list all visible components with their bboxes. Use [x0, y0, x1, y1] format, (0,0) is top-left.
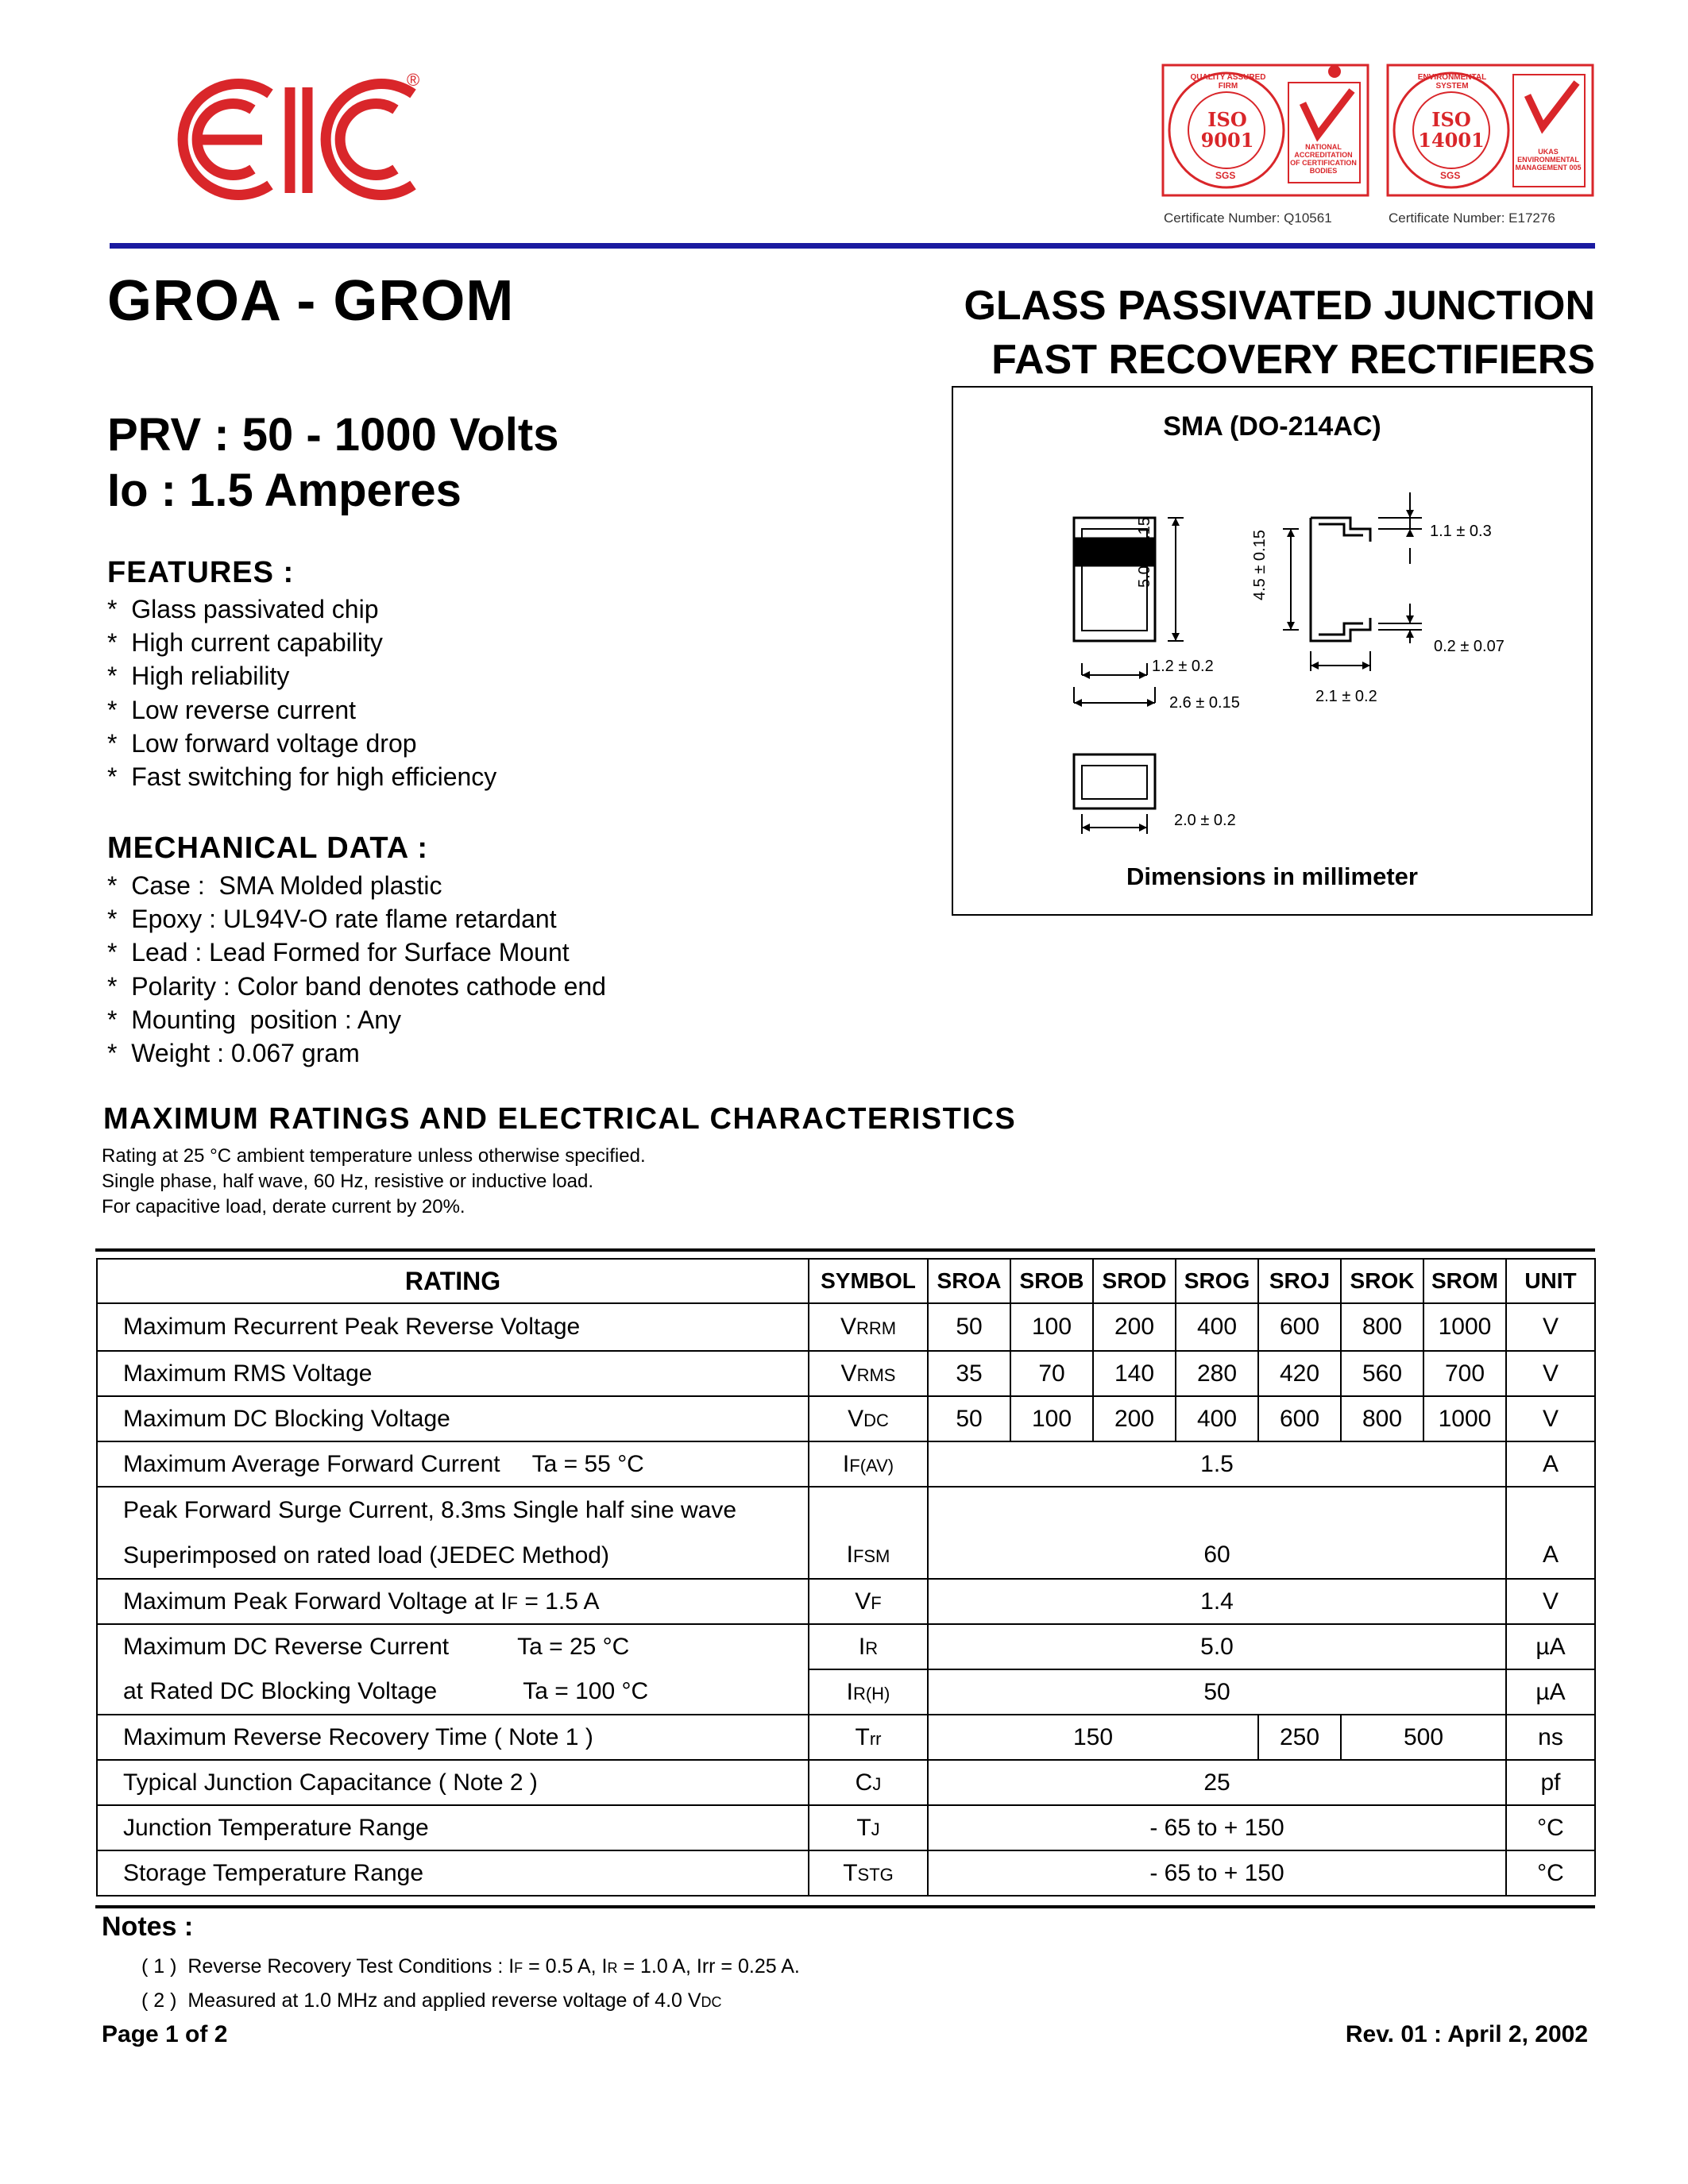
feature-item: * Glass passivated chip [107, 595, 379, 623]
header-unit: UNIT [1506, 1259, 1595, 1303]
cert-number-e17276: Certificate Number: E17276 [1389, 210, 1555, 226]
prv-rating: PRV : 50 - 1000 Volts [107, 409, 559, 461]
mechanical-list [107, 869, 606, 1070]
table-row [97, 1624, 1595, 1669]
mechanical-item: * Weight : 0.067 gram [107, 1039, 360, 1068]
value-cell: 50 [928, 1669, 1506, 1715]
mechanical-heading: MECHANICAL DATA : [107, 832, 428, 865]
table-bottom-rule [95, 1905, 1595, 1908]
header-part: SROJ [1258, 1259, 1341, 1303]
value-cell: 50 [928, 1303, 1010, 1351]
condition-line: Single phase, half wave, 60 Hz, resistive or inductive load. [102, 1171, 593, 1192]
package-title: SMA (DO-214AC) [1163, 411, 1381, 442]
unit-cell: V [1506, 1303, 1595, 1351]
unit-cell: V [1506, 1396, 1595, 1441]
row-label: Maximum Recurrent Peak Reverse Voltage [97, 1303, 809, 1351]
registered-mark: ® [407, 70, 420, 90]
header-part: SROG [1176, 1259, 1258, 1303]
dim-width: 2.6 ± 0.15 [1169, 694, 1240, 712]
value-cell: 1000 [1423, 1303, 1506, 1351]
unit-cell: µA [1506, 1669, 1595, 1715]
row-label: Maximum Reverse Recovery Time ( Note 1 ) [97, 1715, 809, 1760]
dim-side-width: 2.1 ± 0.2 [1315, 688, 1377, 705]
iso14001-label: ISO 14001 [1418, 108, 1485, 152]
value-cell: 420 [1258, 1351, 1341, 1396]
notes-heading: Notes : [102, 1912, 194, 1942]
dim-lead-thickness: 0.2 ± 0.07 [1434, 638, 1505, 655]
table-row [97, 1487, 1595, 1579]
row-symbol: VF [809, 1579, 928, 1624]
iso9001-ring-text: QUALITY ASSURED FIRM [1190, 73, 1266, 91]
value-cell: 700 [1423, 1351, 1506, 1396]
value-cell: 500 [1341, 1715, 1506, 1760]
table-row [97, 1396, 1595, 1441]
iso14001-ring-text: ENVIRONMENTAL SYSTEM [1417, 73, 1487, 91]
row-symbol: CJ [809, 1760, 928, 1805]
table-row [97, 1715, 1595, 1760]
features-heading: FEATURES : [107, 556, 295, 589]
mechanical-item: * Case : SMA Molded plastic [107, 871, 442, 900]
value-cell: 1.5 [928, 1441, 1506, 1487]
table-row [97, 1303, 1595, 1351]
row-label: Maximum DC Blocking Voltage [97, 1396, 809, 1441]
io-rating: Io : 1.5 Amperes [107, 465, 462, 516]
dimensions-note: Dimensions in millimeter [1126, 862, 1418, 890]
header-symbol: SYMBOL [809, 1259, 928, 1303]
iso9001-badge: SGS [1215, 170, 1236, 181]
ukas-mark-text: UKAS ENVIRONMENTAL MANAGEMENT 005 [1515, 148, 1582, 172]
value-cell: 150 [928, 1715, 1258, 1760]
unit-cell: A [1506, 1441, 1595, 1487]
header-part: SROK [1341, 1259, 1423, 1303]
row-label: at Rated DC Blocking Voltage Ta = 100 °C [97, 1669, 809, 1715]
dim-end-width: 2.0 ± 0.2 [1174, 812, 1236, 829]
note-1: ( 1 ) Reverse Recovery Test Conditions : IF = 0.5 A, IR = 1.0 A, Irr = 0.25 A. [141, 1955, 800, 1978]
header-rating: RATING [97, 1259, 809, 1303]
row-symbol: VDC [809, 1396, 928, 1441]
row-symbol: TJ [809, 1805, 928, 1850]
value-cell: 250 [1258, 1715, 1341, 1760]
condition-line: For capacitive load, derate current by 20%. [102, 1196, 465, 1217]
value-cell: 800 [1341, 1303, 1423, 1351]
header-part: SROM [1423, 1259, 1506, 1303]
value-cell: 200 [1093, 1303, 1176, 1351]
value-cell: 100 [1010, 1303, 1093, 1351]
feature-item: * High current capability [107, 628, 383, 658]
header-part: SROA [928, 1259, 1010, 1303]
unit-cell: °C [1506, 1850, 1595, 1896]
row-symbol: IF(AV) [809, 1441, 928, 1487]
iso9001-label: ISO 9001 [1200, 108, 1254, 152]
unit-cell: V [1506, 1579, 1595, 1624]
value-cell: 50 [928, 1396, 1010, 1441]
table-row [97, 1805, 1595, 1850]
table-top-rule [95, 1248, 1595, 1252]
iso14001-badge: SGS [1440, 170, 1461, 181]
dim-length-side: 4.5 ± 0.15 [1251, 530, 1269, 600]
unit-cell: ns [1506, 1715, 1595, 1760]
table-row [97, 1579, 1595, 1624]
page-number: Page 1 of 2 [102, 2021, 228, 2047]
row-symbol: VRMS [809, 1351, 928, 1396]
value-cell: 400 [1176, 1396, 1258, 1441]
dim-band: 1.2 ± 0.2 [1152, 658, 1214, 675]
value-cell: 1.4 [928, 1579, 1506, 1624]
part-range-title: GROA - GROM [107, 269, 515, 333]
value-cell: 400 [1176, 1303, 1258, 1351]
subtitle-line1: GLASS PASSIVATED JUNCTION [964, 283, 1595, 329]
value-cell: - 65 to + 150 [928, 1850, 1506, 1896]
header-part: SROB [1010, 1259, 1093, 1303]
row-symbol: IR [809, 1624, 928, 1669]
ratings-table [96, 1258, 1596, 1897]
table-row [97, 1669, 1595, 1715]
value-cell: 70 [1010, 1351, 1093, 1396]
table-row [97, 1760, 1595, 1805]
row-label: Maximum Average Forward Current Ta = 55 °C [97, 1441, 809, 1487]
row-symbol: IR(H) [809, 1669, 928, 1715]
revision-date: Rev. 01 : April 2, 2002 [1345, 2021, 1588, 2047]
subtitle-line2: FAST RECOVERY RECTIFIERS [991, 337, 1595, 383]
value-cell: 1000 [1423, 1396, 1506, 1441]
mechanical-item: * Epoxy : UL94V-O rate flame retardant [107, 905, 557, 934]
value-cell: 100 [1010, 1396, 1093, 1441]
value-cell: 600 [1258, 1396, 1341, 1441]
mechanical-item: * Mounting position : Any [107, 1005, 401, 1034]
table-row [97, 1351, 1595, 1396]
row-label: Maximum Peak Forward Voltage at IF = 1.5 A [97, 1579, 809, 1624]
unit-cell: A [1506, 1487, 1595, 1579]
feature-item: * Low reverse current [107, 695, 357, 724]
unit-cell: V [1506, 1351, 1595, 1396]
cert-number-q10561: Certificate Number: Q10561 [1164, 210, 1332, 226]
table-row [97, 1441, 1595, 1487]
feature-item: * High reliability [107, 662, 290, 691]
row-label: Junction Temperature Range [97, 1805, 809, 1850]
feature-item: * Low forward voltage drop [107, 728, 417, 758]
row-label: Storage Temperature Range [97, 1850, 809, 1896]
value-cell: 35 [928, 1351, 1010, 1396]
dim-length-body: 5.0 ± 0.15 [1136, 517, 1153, 588]
row-label: Maximum DC Reverse Current Ta = 25 °C [97, 1624, 809, 1669]
mechanical-item: * Polarity : Color band denotes cathode end [107, 971, 606, 1001]
row-label: Maximum RMS Voltage [97, 1351, 809, 1396]
row-symbol: TSTG [809, 1850, 928, 1896]
header-part: SROD [1093, 1259, 1176, 1303]
eic-logo [151, 70, 421, 209]
unit-cell: pf [1506, 1760, 1595, 1805]
value-cell: 25 [928, 1760, 1506, 1805]
header-rule [110, 243, 1595, 249]
mechanical-item: * Lead : Lead Formed for Surface Mount [107, 938, 570, 967]
value-cell: 5.0 [928, 1624, 1506, 1669]
table-header-row [97, 1259, 1595, 1303]
note-2: ( 2 ) Measured at 1.0 MHz and applied reverse voltage of 4.0 VDC [141, 1989, 722, 2012]
unit-cell: °C [1506, 1805, 1595, 1850]
value-cell: 60 [928, 1487, 1506, 1579]
value-cell: 560 [1341, 1351, 1423, 1396]
value-cell: 800 [1341, 1396, 1423, 1441]
iso9001-accreditation: NATIONAL ACCREDITATION OF CERTIFICATION BODIES [1290, 143, 1357, 175]
condition-line: Rating at 25 °C ambient temperature unless otherwise specified. [102, 1145, 646, 1167]
value-cell: 600 [1258, 1303, 1341, 1351]
row-symbol: Trr [809, 1715, 928, 1760]
value-cell: - 65 to + 150 [928, 1805, 1506, 1850]
value-cell: 200 [1093, 1396, 1176, 1441]
ratings-heading: MAXIMUM RATINGS AND ELECTRICAL CHARACTERISTICS [103, 1102, 1017, 1136]
rating-conditions [102, 1144, 646, 1220]
value-cell: 280 [1176, 1351, 1258, 1396]
table-row [97, 1850, 1595, 1896]
value-cell: 140 [1093, 1351, 1176, 1396]
row-label: Peak Forward Surge Current, 8.3ms Single half sine wave Superimposed on rated load (JEDEC Method) [97, 1487, 809, 1579]
row-label: Typical Junction Capacitance ( Note 2 ) [97, 1760, 809, 1805]
feature-item: * Fast switching for high efficiency [107, 762, 497, 792]
unit-cell: µA [1506, 1624, 1595, 1669]
features-list [107, 592, 496, 793]
dim-lead-top: 1.1 ± 0.3 [1430, 523, 1492, 540]
row-symbol: VRRM [809, 1303, 928, 1351]
row-symbol: IFSM [809, 1487, 928, 1579]
